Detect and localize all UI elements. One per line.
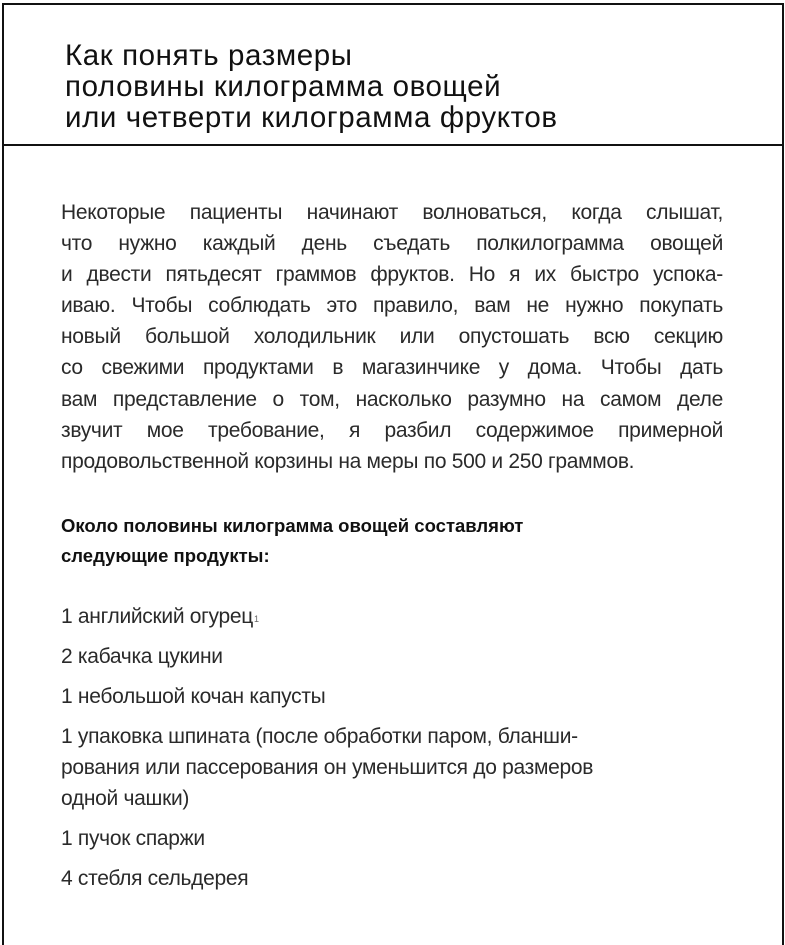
subhead-line: следующие продукты: bbox=[61, 545, 270, 566]
intro-paragraph bbox=[61, 197, 723, 477]
list-item-text: 4 стебля сельдерея bbox=[61, 867, 249, 890]
list-item bbox=[61, 863, 593, 894]
list-item bbox=[61, 681, 593, 712]
list-item bbox=[61, 601, 593, 632]
title-line: половины килограмма овощей bbox=[65, 70, 502, 103]
list-item bbox=[61, 721, 593, 814]
section-subheading bbox=[61, 511, 523, 571]
list-item-text: 1 упаковка шпината (после обработки паром, бланши- bbox=[61, 725, 578, 748]
page-title bbox=[65, 40, 558, 133]
title-line: Как понять размеры bbox=[65, 39, 353, 72]
list-item bbox=[61, 641, 593, 672]
footnote-marker[interactable]: 1 bbox=[253, 614, 259, 624]
intro-line: продовольственной корзины на меры по 500 и 250 граммов. bbox=[61, 449, 635, 473]
subhead-line: Около половины килограмма овощей составляют bbox=[61, 515, 524, 536]
list-item-text: рования или пассерования он уменьшится до размеров bbox=[61, 756, 594, 779]
list-item-text: одной чашки) bbox=[61, 787, 190, 810]
intro-line: Некоторые пациенты начинают волноваться, когда слышат, bbox=[61, 201, 723, 224]
list-item-text: 1 пучок спаржи bbox=[61, 827, 205, 850]
list-item-text: 1 английский огурец bbox=[61, 605, 253, 628]
intro-line: со свежими продуктами в магазинчике у дома. Чтобы дать bbox=[61, 356, 723, 380]
intro-line: новый большой холодильник или опустошать всю секцию bbox=[61, 325, 723, 349]
list-item-text: 2 кабачка цукини bbox=[61, 645, 223, 668]
list-item-line bbox=[61, 601, 593, 632]
vegetable-list bbox=[61, 601, 593, 903]
intro-line: звучит мое требование, я разбил содержимое примерной bbox=[61, 418, 723, 442]
intro-line: вам представление о том, насколько разумно на самом деле bbox=[61, 387, 723, 411]
intro-line: и двести пятьдесят граммов фруктов. Но я их быстро успока- bbox=[61, 263, 723, 287]
list-item-text: 1 небольшой кочан капусты bbox=[61, 685, 326, 708]
title-line: или четверти килограмма фруктов bbox=[65, 101, 558, 134]
list-item bbox=[61, 823, 593, 854]
intro-line: что нужно каждый день съедать полкилограмма овощей bbox=[61, 232, 723, 256]
title-block bbox=[4, 5, 782, 146]
intro-line: иваю. Чтобы соблюдать это правило, вам не нужно покупать bbox=[61, 294, 723, 318]
